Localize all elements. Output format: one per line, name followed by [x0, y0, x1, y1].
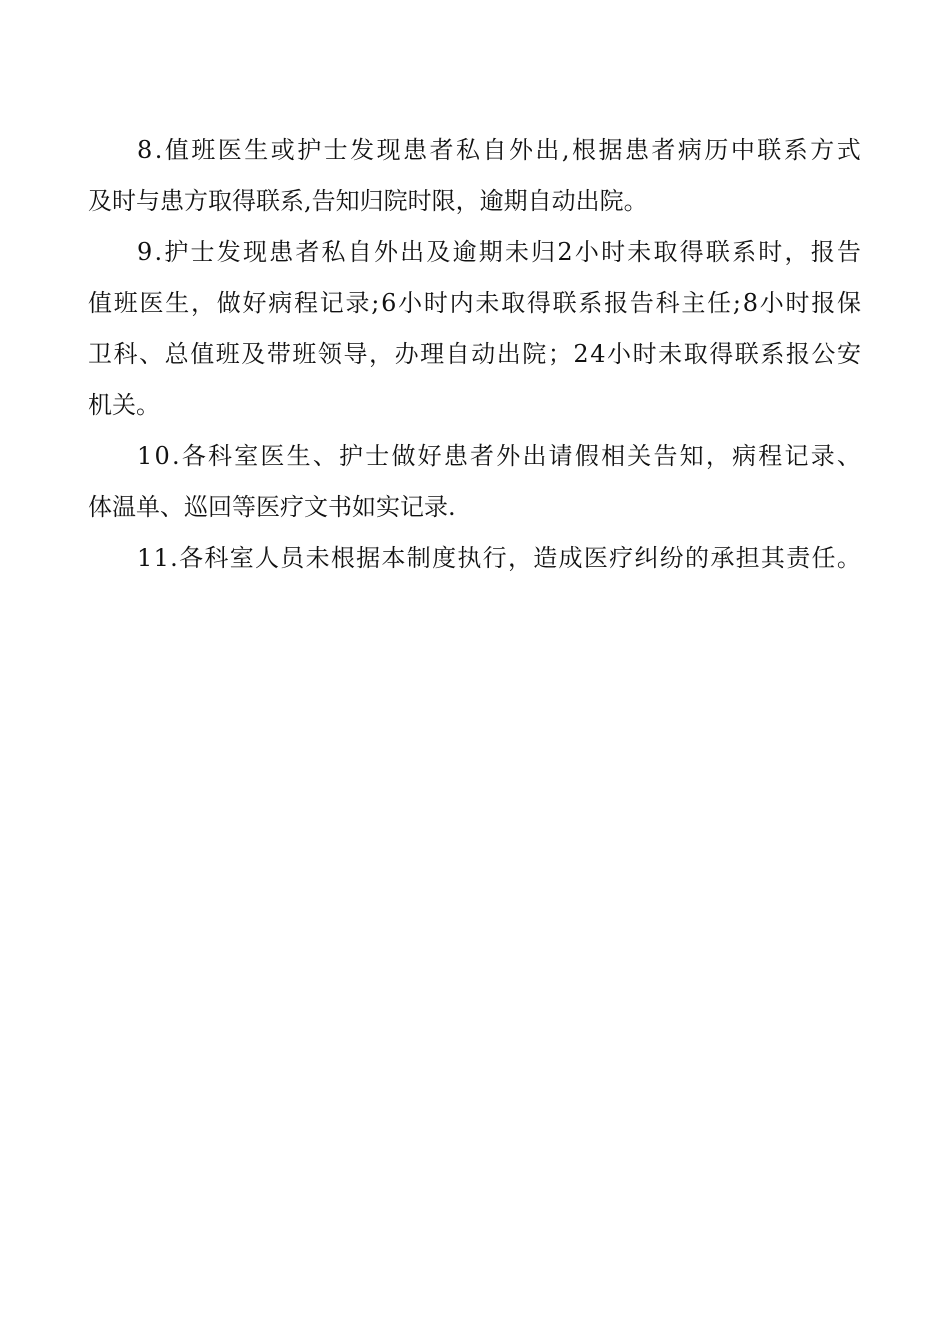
text-glyph: 时: [632, 340, 657, 368]
text-glyph: 主: [681, 289, 706, 317]
text-glyph: 归: [531, 238, 556, 266]
text-glyph: 发: [350, 136, 375, 164]
text-glyph: 好: [417, 442, 442, 470]
text-glyph: 自: [445, 340, 470, 368]
text-glyph: 。: [836, 544, 861, 572]
text-glyph: 现: [242, 238, 267, 266]
text-glyph: 导: [343, 340, 368, 368]
text-glyph: 出: [535, 136, 560, 164]
text-glyph: 各: [179, 544, 204, 572]
text-glyph: 各: [181, 442, 206, 470]
text-glyph: 成: [558, 544, 583, 572]
text-glyph: 好: [242, 289, 267, 317]
text-glyph: 根: [330, 544, 355, 572]
text-glyph: 士: [323, 136, 348, 164]
text-glyph: 、: [139, 340, 164, 368]
paragraph-9-line-1: [137, 226, 861, 278]
text-glyph: 或: [270, 136, 295, 164]
text-glyph: 患: [624, 136, 649, 164]
text-glyph: 生: [286, 442, 311, 470]
text-glyph: 执: [457, 544, 482, 572]
text-glyph: 外: [508, 136, 533, 164]
text-glyph: 自: [347, 238, 372, 266]
text-glyph: 科: [208, 442, 233, 470]
text-glyph: 知: [679, 442, 704, 470]
text-glyph: 根: [572, 136, 596, 164]
text-glyph: 时: [423, 289, 448, 317]
text-glyph: 护: [297, 136, 322, 164]
text-glyph: 私: [321, 238, 346, 266]
text-glyph: 假: [574, 442, 599, 470]
text-glyph: 取: [501, 289, 526, 317]
text-glyph: 生: [165, 289, 190, 317]
text-glyph: 系: [783, 136, 808, 164]
text-glyph: 录: [810, 442, 835, 470]
text-glyph: 值: [190, 340, 215, 368]
text-glyph: 关: [627, 442, 652, 470]
text-glyph: 系: [732, 238, 757, 266]
text-glyph: 领: [317, 340, 342, 368]
text-glyph: 班: [191, 136, 216, 164]
text-glyph: .: [171, 442, 180, 470]
text-glyph: 1: [137, 442, 153, 470]
text-glyph: 未: [627, 238, 652, 266]
text-glyph: 科: [655, 289, 680, 317]
text-glyph: 纠: [634, 544, 659, 572]
text-glyph: 程: [758, 442, 783, 470]
text-glyph: 出: [522, 442, 547, 470]
text-glyph: 、: [836, 442, 861, 470]
text-glyph: 患: [403, 136, 428, 164]
text-glyph: 本: [381, 544, 406, 572]
text-glyph: ；: [547, 340, 572, 368]
text-glyph: 疗: [609, 544, 634, 572]
text-glyph: 告: [653, 442, 678, 470]
text-glyph: 方: [810, 136, 835, 164]
text-glyph: 公: [811, 340, 836, 368]
text-glyph: 值: [164, 136, 189, 164]
text-glyph: 纷: [659, 544, 684, 572]
text-glyph: 理: [420, 340, 445, 368]
text-glyph: 班: [113, 289, 138, 317]
text-glyph: 者: [651, 136, 676, 164]
text-glyph: 患: [269, 238, 294, 266]
text-glyph: 责: [786, 544, 811, 572]
text-glyph: ,: [561, 136, 570, 164]
text-glyph: 联: [552, 289, 577, 317]
text-glyph: 时: [758, 238, 783, 266]
text-glyph: 记: [319, 289, 344, 317]
text-glyph: ;: [732, 289, 741, 317]
text-glyph: 得: [526, 289, 551, 317]
text-glyph: 医: [139, 289, 164, 317]
text-glyph: 时: [601, 238, 626, 266]
text-glyph: 的: [685, 544, 710, 572]
text-glyph: 造: [533, 544, 558, 572]
text-glyph: 任: [707, 289, 732, 317]
paragraph-8-line-1: [137, 124, 861, 176]
text-glyph: 室: [234, 442, 259, 470]
text-glyph: 院: [522, 340, 547, 368]
text-glyph: 未: [305, 544, 330, 572]
text-glyph: 生: [244, 136, 269, 164]
text-glyph: 医: [217, 136, 242, 164]
text-glyph: 8: [137, 136, 153, 164]
text-glyph: 期: [478, 238, 503, 266]
text-glyph: 据: [356, 544, 381, 572]
text-glyph: 内: [449, 289, 474, 317]
text-glyph: 程: [294, 289, 318, 317]
text-glyph: 士: [365, 442, 390, 470]
text-glyph: 护: [339, 442, 364, 470]
text-glyph: 报: [604, 289, 629, 317]
paragraph-9-line-2: [88, 277, 861, 329]
text-glyph: 班: [292, 340, 317, 368]
text-glyph: 得: [709, 340, 734, 368]
text-glyph: 联: [705, 238, 730, 266]
text-glyph: 出: [496, 340, 521, 368]
text-glyph: 逾: [452, 238, 477, 266]
text-glyph: 取: [653, 238, 678, 266]
text-glyph: 2: [573, 340, 589, 368]
text-glyph: 制: [406, 544, 431, 572]
text-glyph: 出: [400, 238, 425, 266]
text-glyph: 担: [735, 544, 760, 572]
text-glyph: 护: [164, 238, 189, 266]
text-glyph: 相: [601, 442, 626, 470]
text-glyph: 中: [730, 136, 755, 164]
text-glyph: 录: [345, 289, 370, 317]
text-glyph: 者: [429, 136, 454, 164]
text-glyph: 士: [190, 238, 215, 266]
text-glyph: 式: [836, 136, 861, 164]
text-glyph: 报: [785, 340, 810, 368]
text-glyph: 动: [471, 340, 496, 368]
text-glyph: 做: [216, 289, 241, 317]
text-glyph: 外: [496, 442, 521, 470]
text-glyph: 报: [810, 238, 835, 266]
text-glyph: 私: [456, 136, 481, 164]
text-glyph: 人: [254, 544, 279, 572]
text-glyph: 联: [757, 136, 782, 164]
text-glyph: 未: [658, 340, 683, 368]
text-glyph: ，: [784, 238, 809, 266]
text-glyph: 科: [204, 544, 229, 572]
text-glyph: 据: [598, 136, 623, 164]
text-glyph: 小: [574, 238, 599, 266]
text-glyph: 1: [153, 544, 169, 572]
text-glyph: 现: [376, 136, 401, 164]
text-glyph: ，: [507, 544, 532, 572]
text-glyph: 及: [241, 340, 266, 368]
text-glyph: 时: [785, 289, 810, 317]
text-glyph: ，: [369, 340, 394, 368]
text-glyph: 1: [137, 544, 153, 572]
text-glyph: 未: [475, 289, 500, 317]
paragraph-11-line-1: [137, 532, 861, 584]
text-glyph: 自: [482, 136, 507, 164]
text-glyph: 患: [443, 442, 468, 470]
text-glyph: 记: [784, 442, 809, 470]
text-glyph: 行: [482, 544, 507, 572]
text-glyph: 、: [312, 442, 337, 470]
text-glyph: 承: [710, 544, 735, 572]
paragraph-9-line-4: 机关。: [88, 391, 160, 419]
text-glyph: .: [170, 544, 178, 572]
text-glyph: ;: [371, 289, 380, 317]
text-glyph: 员: [280, 544, 305, 572]
text-glyph: 病: [677, 136, 702, 164]
text-glyph: 4: [590, 340, 606, 368]
text-glyph: 带: [266, 340, 291, 368]
text-glyph: 外: [373, 238, 398, 266]
paragraph-8-line-2: 及时与患方取得联系,告知归院时限，逾期自动出院。: [88, 187, 648, 215]
text-glyph: 及: [426, 238, 451, 266]
text-glyph: 9: [137, 238, 153, 266]
text-glyph: ，: [191, 289, 215, 317]
text-glyph: 联: [734, 340, 759, 368]
text-glyph: 病: [268, 289, 293, 317]
text-glyph: 小: [759, 289, 784, 317]
text-glyph: 总: [164, 340, 189, 368]
text-glyph: 系: [760, 340, 785, 368]
text-glyph: 卫: [88, 340, 112, 368]
text-glyph: 取: [683, 340, 708, 368]
paragraph-10-line-2: 体温单、巡回等医疗文书如实记录.: [88, 493, 456, 521]
text-glyph: 室: [229, 544, 254, 572]
text-glyph: 小: [398, 289, 423, 317]
text-glyph: 做: [391, 442, 416, 470]
paragraph-9-line-3: [88, 328, 861, 380]
text-glyph: 告: [836, 238, 861, 266]
text-glyph: .: [154, 136, 163, 164]
text-glyph: 安: [836, 340, 861, 368]
text-glyph: 2: [557, 238, 573, 266]
text-glyph: 值: [88, 289, 112, 317]
text-glyph: 报: [811, 289, 836, 317]
text-glyph: 得: [679, 238, 704, 266]
text-glyph: ，: [705, 442, 730, 470]
paragraph-10-line-1: [137, 430, 861, 482]
text-glyph: 请: [548, 442, 573, 470]
text-glyph: 其: [760, 544, 785, 572]
text-glyph: 0: [154, 442, 170, 470]
text-glyph: 医: [583, 544, 608, 572]
text-glyph: 任: [811, 544, 836, 572]
text-glyph: 科: [113, 340, 138, 368]
text-glyph: 系: [578, 289, 603, 317]
text-glyph: 8: [742, 289, 758, 317]
text-glyph: 度: [432, 544, 457, 572]
text-glyph: 告: [629, 289, 654, 317]
text-glyph: 者: [295, 238, 320, 266]
text-glyph: 保: [837, 289, 861, 317]
text-glyph: 未: [504, 238, 529, 266]
text-glyph: 6: [381, 289, 397, 317]
text-glyph: 医: [260, 442, 285, 470]
text-glyph: 者: [470, 442, 495, 470]
text-glyph: 办: [394, 340, 419, 368]
text-glyph: 班: [215, 340, 240, 368]
text-glyph: 小: [607, 340, 632, 368]
text-glyph: 病: [732, 442, 757, 470]
text-glyph: 发: [216, 238, 241, 266]
text-glyph: 历: [704, 136, 729, 164]
text-glyph: .: [154, 238, 163, 266]
